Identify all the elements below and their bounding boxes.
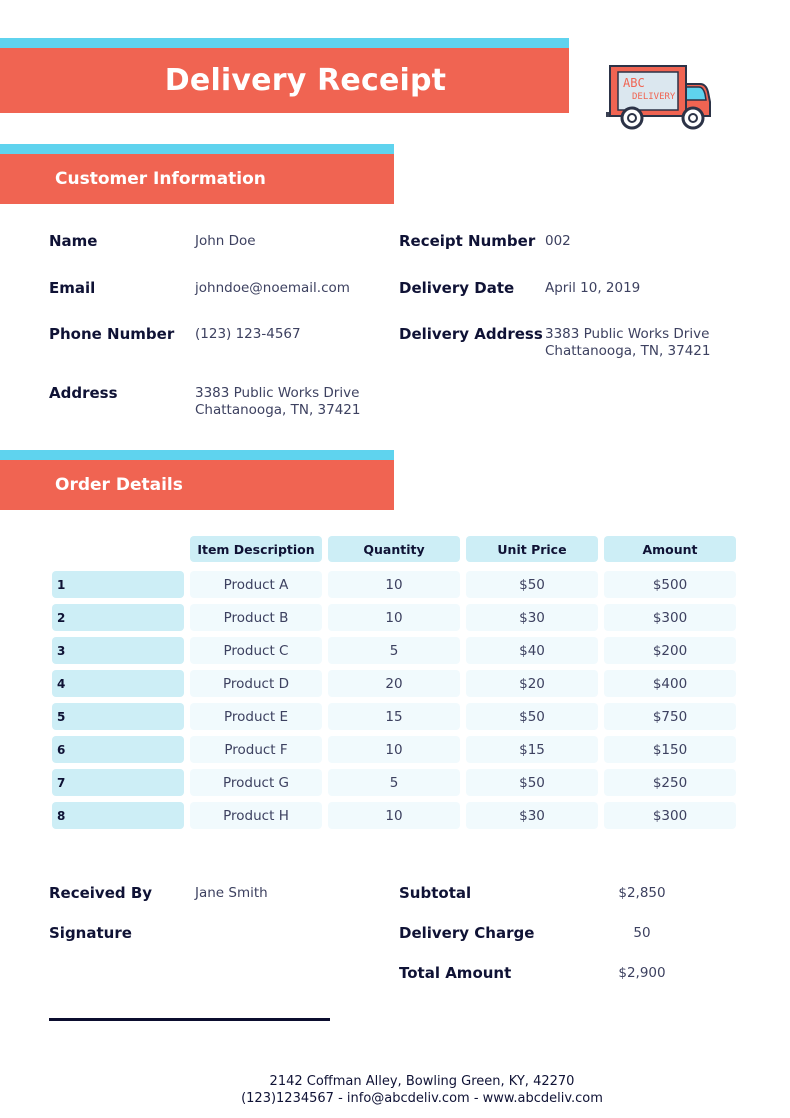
unit-price-cell: $30 bbox=[466, 604, 598, 631]
row-number-cell: 7 bbox=[52, 769, 184, 796]
amount-cell: $400 bbox=[604, 670, 736, 697]
item-description-cell: Product A bbox=[190, 571, 322, 598]
phone-label: Phone Number bbox=[49, 325, 175, 343]
unit-price-cell: $40 bbox=[466, 637, 598, 664]
subtotal-label: Subtotal bbox=[399, 884, 472, 902]
quantity-cell: 15 bbox=[328, 703, 460, 730]
item-description-cell: Product E bbox=[190, 703, 322, 730]
footer-address: 2142 Coffman Alley, Bowling Green, KY, 42270 bbox=[269, 1073, 575, 1089]
quantity-cell: 5 bbox=[328, 637, 460, 664]
item-description-cell: Product C bbox=[190, 637, 322, 664]
address-label: Address bbox=[49, 384, 118, 402]
unit-price-cell: $50 bbox=[466, 703, 598, 730]
footer bbox=[0, 1051, 790, 1118]
delivery-address-label: Delivery Address bbox=[399, 325, 543, 343]
row-number-cell: 4 bbox=[52, 670, 184, 697]
unit-price-cell: $15 bbox=[466, 736, 598, 763]
logo-text-delivery: DELIVERY bbox=[632, 92, 676, 102]
row-number-cell: 2 bbox=[52, 604, 184, 631]
customer-info-section-header bbox=[0, 144, 394, 204]
received-by-value: Jane Smith bbox=[195, 885, 268, 901]
order-details-title: Order Details bbox=[55, 475, 183, 495]
order-details-section-header bbox=[0, 450, 394, 510]
delivery-address-line-1: 3383 Public Works Drive bbox=[545, 326, 710, 342]
name-value: John Doe bbox=[195, 233, 256, 249]
section-accent bbox=[0, 144, 394, 154]
quantity-cell: 10 bbox=[328, 736, 460, 763]
column-header-item: Item Description bbox=[190, 536, 322, 562]
address-line-1: 3383 Public Works Drive bbox=[195, 385, 360, 401]
subtotal-value: $2,850 bbox=[618, 885, 666, 901]
total-amount-value: $2,900 bbox=[618, 965, 666, 981]
footer-accent bbox=[0, 1051, 790, 1061]
address-line-2: Chattanooga, TN, 37421 bbox=[195, 402, 361, 418]
title-banner bbox=[0, 38, 569, 113]
name-label: Name bbox=[49, 232, 98, 250]
item-description-cell: Product H bbox=[190, 802, 322, 829]
quantity-cell: 5 bbox=[328, 769, 460, 796]
quantity-cell: 10 bbox=[328, 571, 460, 598]
received-by-label: Received By bbox=[49, 884, 153, 902]
row-number-cell: 8 bbox=[52, 802, 184, 829]
total-amount-label: Total Amount bbox=[399, 964, 512, 982]
unit-price-cell: $30 bbox=[466, 802, 598, 829]
item-description-cell: Product G bbox=[190, 769, 322, 796]
amount-cell: $500 bbox=[604, 571, 736, 598]
footer-body bbox=[0, 1061, 790, 1118]
quantity-cell: 20 bbox=[328, 670, 460, 697]
receipt-number-label: Receipt Number bbox=[399, 232, 536, 250]
signature-line bbox=[49, 1018, 330, 1021]
item-description-cell: Product D bbox=[190, 670, 322, 697]
unit-price-cell: $50 bbox=[466, 571, 598, 598]
delivery-address-value bbox=[545, 326, 711, 360]
footer-contact: (123)1234567 - info@abcdeliv.com - www.abcdeliv.com bbox=[241, 1090, 603, 1106]
delivery-truck-icon bbox=[604, 62, 712, 130]
amount-cell: $750 bbox=[604, 703, 736, 730]
email-label: Email bbox=[49, 279, 96, 297]
item-description-cell: Product B bbox=[190, 604, 322, 631]
amount-cell: $200 bbox=[604, 637, 736, 664]
amount-cell: $150 bbox=[604, 736, 736, 763]
phone-value: (123) 123-4567 bbox=[195, 326, 301, 342]
amount-cell: $250 bbox=[604, 769, 736, 796]
column-header-unit-price: Unit Price bbox=[466, 536, 598, 562]
column-header-quantity: Quantity bbox=[328, 536, 460, 562]
unit-price-cell: $20 bbox=[466, 670, 598, 697]
row-number-cell: 1 bbox=[52, 571, 184, 598]
delivery-charge-value: 50 bbox=[633, 925, 651, 941]
email-value: johndoe@noemail.com bbox=[195, 280, 350, 296]
delivery-date-value: April 10, 2019 bbox=[545, 280, 641, 296]
receipt-number-value: 002 bbox=[545, 233, 571, 249]
title-banner-accent bbox=[0, 38, 569, 48]
customer-info-title: Customer Information bbox=[55, 169, 266, 189]
section-accent bbox=[0, 450, 394, 460]
signature-label: Signature bbox=[49, 924, 132, 942]
column-header-amount: Amount bbox=[604, 536, 736, 562]
row-number-cell: 3 bbox=[52, 637, 184, 664]
quantity-cell: 10 bbox=[328, 802, 460, 829]
item-description-cell: Product F bbox=[190, 736, 322, 763]
delivery-address-line-2: Chattanooga, TN, 37421 bbox=[545, 343, 711, 359]
amount-cell: $300 bbox=[604, 802, 736, 829]
section-header-body bbox=[0, 460, 394, 510]
page-title: Delivery Receipt bbox=[164, 63, 447, 98]
delivery-date-label: Delivery Date bbox=[399, 279, 515, 297]
amount-cell: $300 bbox=[604, 604, 736, 631]
title-banner-body bbox=[0, 48, 569, 113]
quantity-cell: 10 bbox=[328, 604, 460, 631]
row-number-cell: 5 bbox=[52, 703, 184, 730]
unit-price-cell: $50 bbox=[466, 769, 598, 796]
delivery-charge-label: Delivery Charge bbox=[399, 924, 535, 942]
row-number-cell: 6 bbox=[52, 736, 184, 763]
logo-text-abc: ABC bbox=[623, 76, 645, 90]
address-value bbox=[195, 385, 361, 419]
section-header-body bbox=[0, 154, 394, 204]
